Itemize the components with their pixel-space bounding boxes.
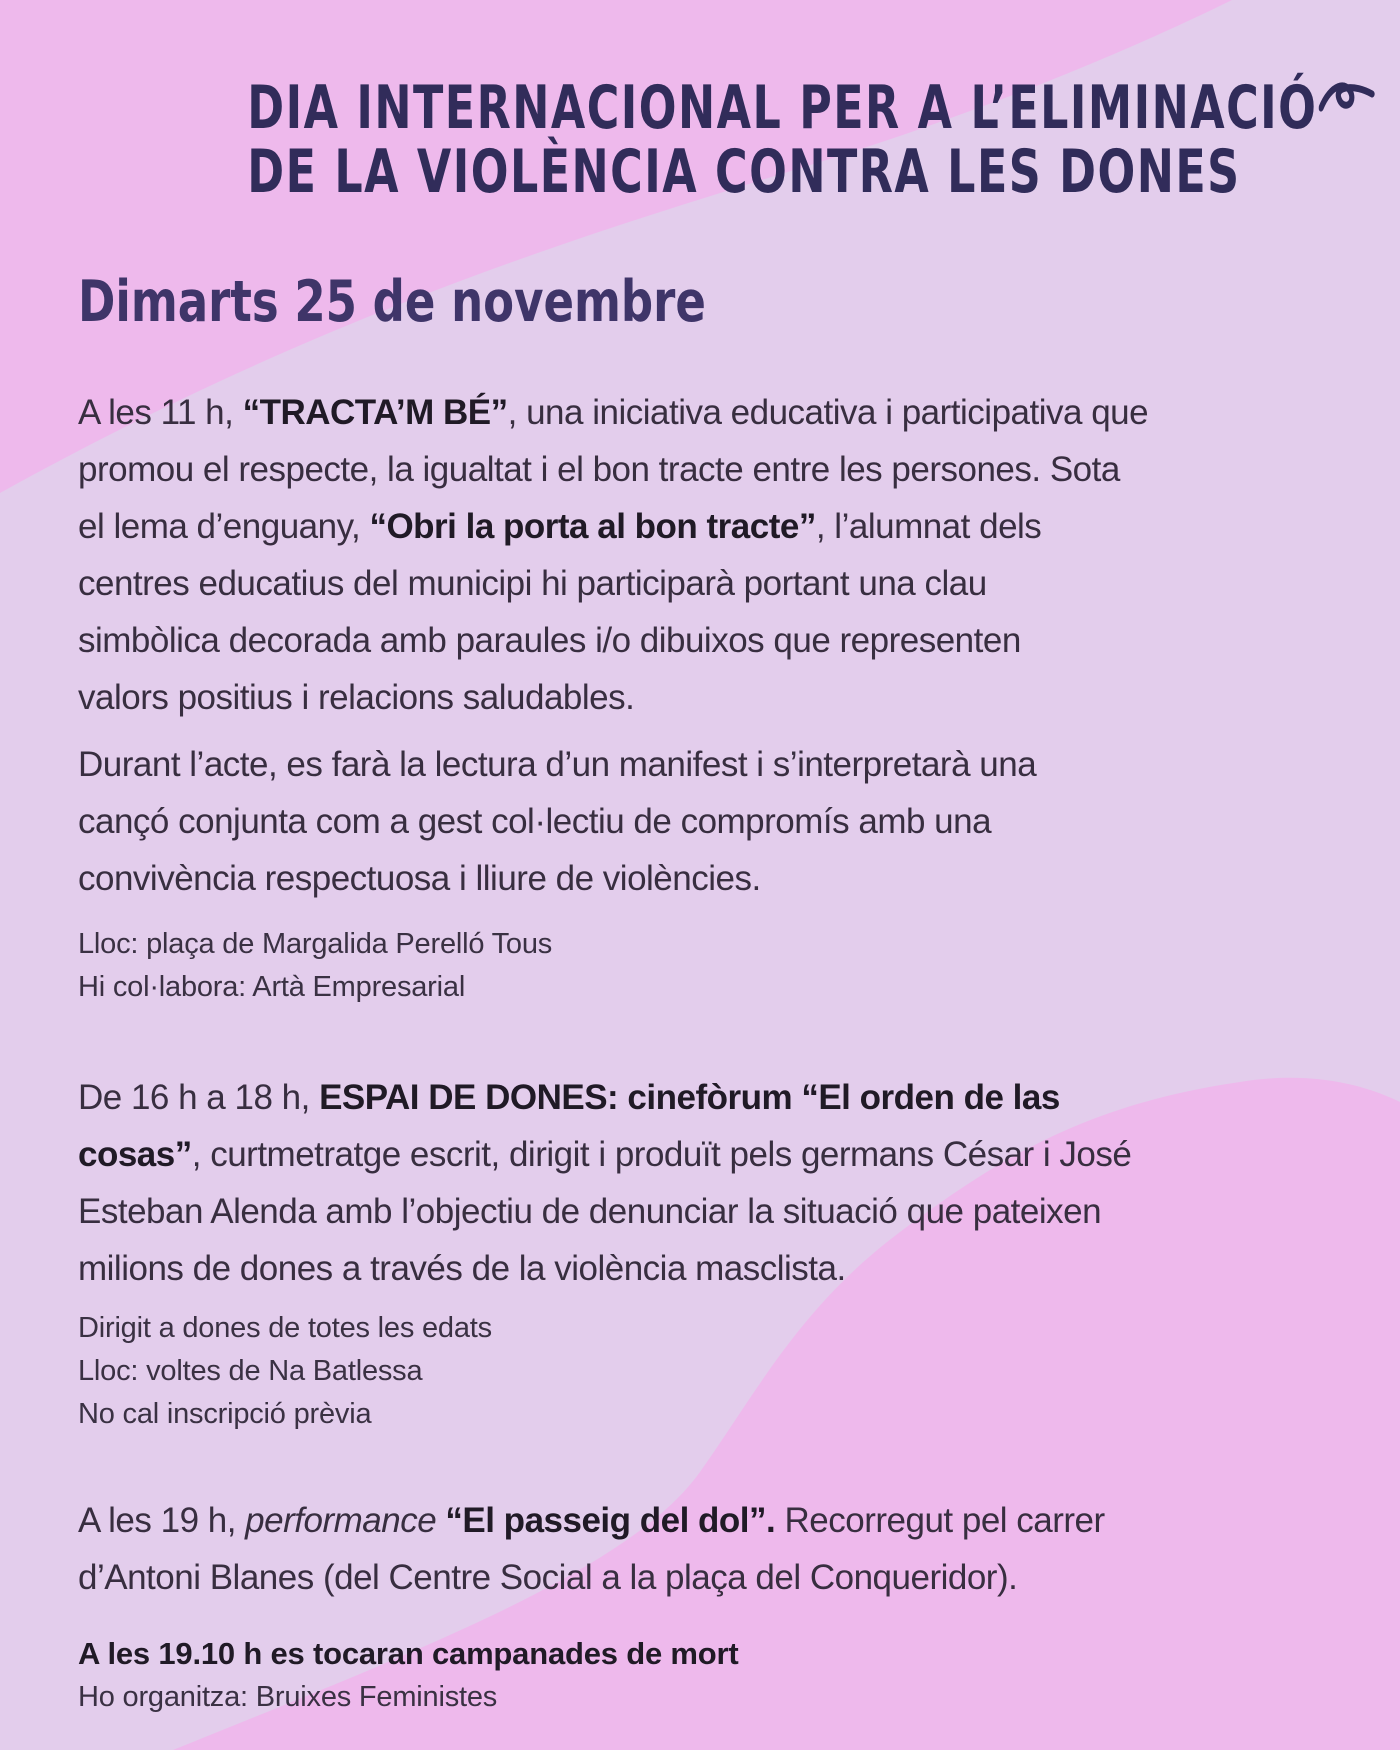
text-line: [78, 669, 1380, 726]
title-flourish: [1319, 78, 1375, 122]
text-segment: valors positius i relacions saludables.: [78, 678, 635, 717]
bold-phrase: cosas”: [78, 1135, 192, 1174]
text-segment: DE LA VIOLÈNCIA CONTRA LES DONES: [247, 137, 1241, 207]
text-line: [78, 1549, 1380, 1606]
text-segment: promou el respecte, la igualtat i el bon tracte entre les persones. Sota: [78, 450, 1120, 489]
text-line: [78, 1069, 1380, 1126]
text-segment: milions de dones a través de la violència masclista.: [78, 1249, 846, 1288]
text-line: [78, 384, 1380, 441]
date-heading: Dimarts 25 de novembre: [78, 269, 706, 335]
event-2: [78, 1069, 1380, 1436]
text-line: [78, 1126, 1380, 1183]
text-segment: Durant l’acte, es farà la lectura d’un manifest i s’interpretarà una: [78, 745, 1037, 784]
title-line-1: [247, 73, 1318, 143]
text-line: [78, 1492, 1380, 1549]
text-line: [78, 612, 1380, 669]
text-line: [78, 555, 1380, 612]
text-segment: DIA INTERNACIONAL PER A L’ELIMINACIÓ: [247, 73, 1318, 143]
text-line: [78, 736, 1380, 793]
event-collaborator: [78, 966, 1380, 1009]
text-line: [78, 1183, 1380, 1240]
event-3: [78, 1492, 1380, 1719]
text-segment: Ho organitza: Bruixes Feministes: [78, 1681, 498, 1713]
text-line: [78, 498, 1380, 555]
event-3-paragraph: [78, 1492, 1380, 1606]
text-segment: A les 11 h,: [78, 393, 243, 432]
event-3-bells-note: [78, 1632, 1380, 1676]
text-segment: Hi col·labora: Artà Empresarial: [78, 971, 466, 1003]
text-line: [78, 441, 1380, 498]
bold-phrase: “Obri la porta al bon tracte”: [369, 507, 816, 546]
text-segment: cançó conjunta com a gest col·lectiu de compromís amb una: [78, 802, 992, 841]
text-segment: Recorregut pel carrer: [775, 1501, 1105, 1540]
event-location: [78, 923, 1380, 966]
text-segment: A les 19 h,: [78, 1501, 246, 1540]
event-1: [78, 384, 1380, 1009]
title-line-2: [247, 137, 1241, 207]
event-registration-note: [78, 1393, 1380, 1436]
poster-title: [247, 0, 1318, 207]
bold-phrase: “El passeig del dol”.: [445, 1501, 776, 1540]
bold-phrase: ESPAI DE DONES: cinefòrum “El orden de las: [319, 1078, 1060, 1117]
text-segment: , l’alumnat dels: [815, 507, 1042, 546]
text-segment: simbòlica decorada amb paraules i/o dibuixos que representen: [78, 621, 1021, 660]
text-segment: Lloc: voltes de Na Batlessa: [78, 1355, 423, 1387]
event-1-details: [78, 923, 1380, 1009]
text-line: [78, 793, 1380, 850]
text-segment: [436, 1501, 445, 1540]
text-segment: centres educatius del municipi hi participarà portant una clau: [78, 564, 987, 603]
text-segment: , curtmetratge escrit, dirigit i produït pels germans César i José: [191, 1135, 1132, 1174]
text-line: [78, 850, 1380, 907]
text-segment: d’Antoni Blanes (del Centre Social a la plaça del Conqueridor).: [78, 1558, 1018, 1597]
text-segment: convivència respectuosa i lliure de violències.: [78, 859, 761, 898]
text-segment: Esteban Alenda amb l’objectiu de denunciar la situació que pateixen: [78, 1192, 1102, 1231]
italic-phrase: performance: [245, 1501, 437, 1540]
text-segment: No cal inscripció prèvia: [78, 1398, 372, 1430]
bold-phrase: “TRACTA’M BÉ”: [242, 393, 508, 432]
text-segment: , una iniciativa educativa i participativa que: [507, 393, 1149, 432]
text-segment: Lloc: plaça de Margalida Perelló Tous: [78, 928, 553, 960]
event-1-paragraph-2: [78, 736, 1380, 907]
text-line: [78, 1240, 1380, 1297]
event-1-paragraph-1: [78, 384, 1380, 726]
event-2-paragraph: [78, 1069, 1380, 1297]
event-location: [78, 1350, 1380, 1393]
text-segment: Dirigit a dones de totes les edats: [78, 1312, 492, 1344]
event-3-organizer: [78, 1676, 1380, 1719]
text-segment: De 16 h a 18 h,: [78, 1078, 320, 1117]
event-audience: [78, 1307, 1380, 1350]
event-2-details: [78, 1307, 1380, 1436]
text-segment: el lema d’enguany,: [78, 507, 370, 546]
text-segment: A les 19.10 h es tocaran campanades de mort: [78, 1636, 739, 1671]
